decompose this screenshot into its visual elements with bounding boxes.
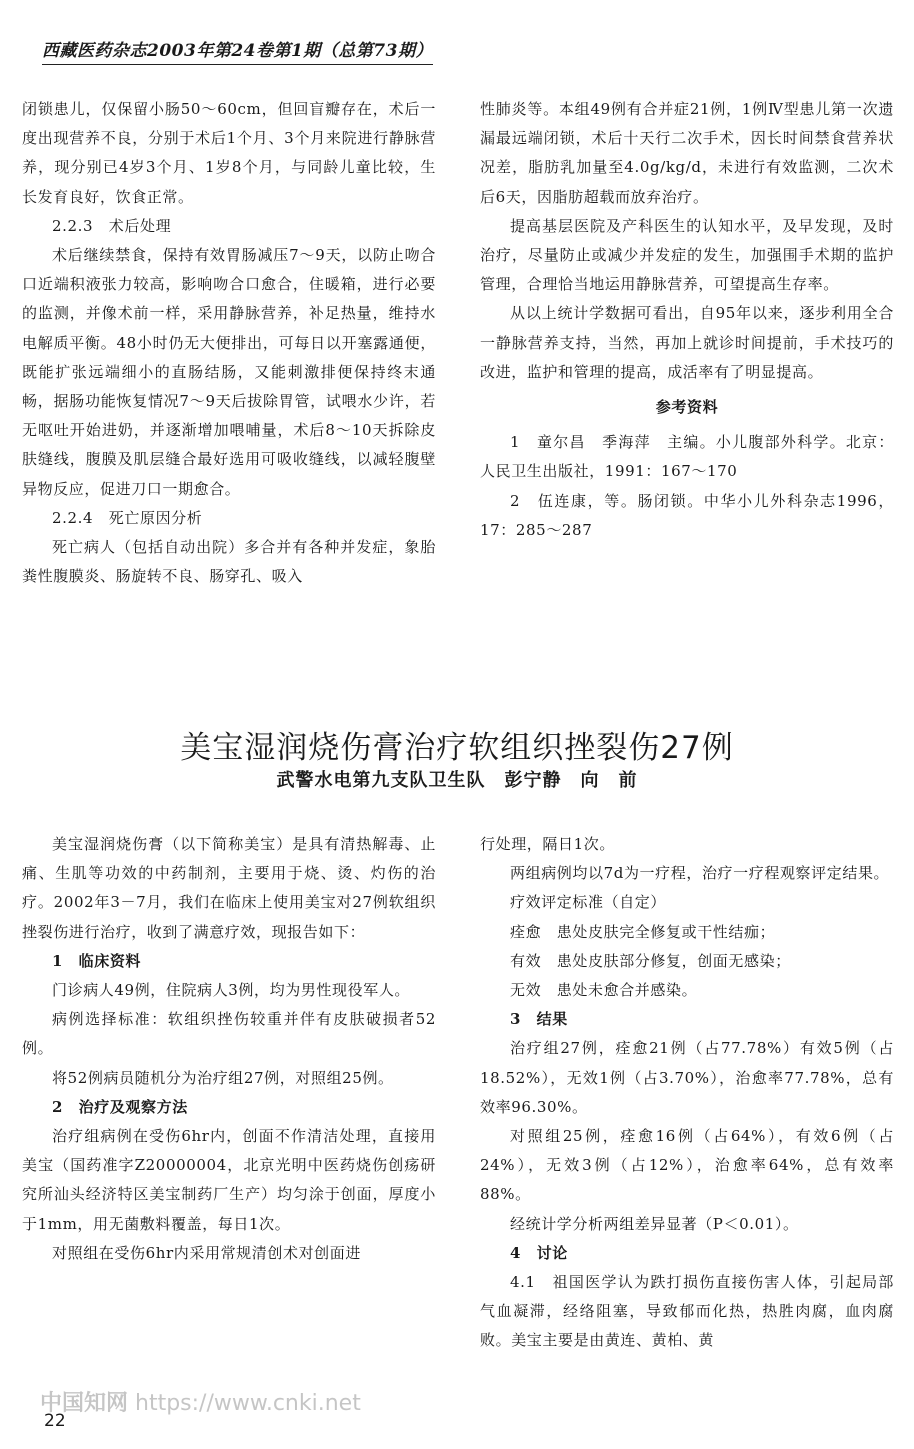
watermark — [40, 1386, 361, 1417]
paragraph: 门诊病人49例，住院病人3例，均为男性现役军人。 — [52, 981, 411, 1000]
paragraph: 1 童尔昌 季海萍 主编。小儿腹部外科学。北京：人民卫生出版社，1991：167～170 — [480, 433, 894, 481]
section-heading: 3 结果 — [510, 1010, 568, 1029]
paragraph: 对照组在受伤6hr内采用常规清创术对创面进 — [52, 1243, 361, 1262]
section-heading: 参考资料 — [655, 398, 719, 417]
paragraph: 对照组25例，痊愈16例（占64%），有效6例（占24%），无效3例（占12%），治愈率64%，总有效率88%。 — [480, 1127, 894, 1204]
top-left-column — [22, 95, 436, 591]
bottom-left-column — [22, 830, 436, 1268]
paragraph: 闭锁患儿，仅保留小肠50～60cm，但回盲瓣存在，术后一度出现营养不良，分别于术后1个月、3个月来院进行静脉营养，现分别已4岁3个月、1岁8个月，与同龄儿童比较，生长发育良好，饮食正常。 — [22, 100, 436, 206]
article-authors: 武警水电第九支队卫生队 彭宁静 向 前 — [276, 770, 638, 791]
section-heading: 1 临床资料 — [52, 951, 142, 970]
paragraph: 术后继续禁食，保持有效胃肠减压7～9天，以防止吻合口近端积液张力较高，影响吻合口愈合，住暖箱，进行必要的监测，并像术前一样，采用静脉营养，补足热量，维持水电解质平衡。48小时仍无大便排出，可每日以开塞露通便，既能扩张远端细小的直肠结肠，又能刺激排便保持终末通畅，据肠功能恢复情况7～9天后拔除胃管，试喂水少许，若无呕吐开始进奶，并逐渐增加喂哺量，术后8～10天拆除皮肤缝线，腹膜及肌层缝合最好选用可吸收缝线，以减轻腹壁异物反应，促进刀口一期愈合。 — [22, 246, 436, 498]
paragraph: 有效 患处皮肤部分修复，创面无感染； — [510, 951, 791, 970]
paragraph: 治疗组病例在受伤6hr内，创面不作清洁处理，直接用美宝（国药准字Z20000004，北京光明中医药烧伤创疡研究所汕头经济特区美宝制药厂生产）均匀涂于创面，厚度小于1mm，用无菌敷料覆盖，每日1次。 — [22, 1127, 436, 1233]
paragraph: 将52例病员随机分为治疗组27例，对照组25例。 — [52, 1068, 394, 1087]
paragraph: 行处理，隔日1次。 — [480, 835, 615, 853]
watermark-url: https://www.cnki.net — [135, 1391, 361, 1416]
section-heading: 4 讨论 — [510, 1243, 568, 1262]
article-title: 美宝湿润烧伤膏治疗软组织挫裂伤27例 — [180, 730, 734, 766]
paragraph: 性肺炎等。本组49例有合并症21例，1例Ⅳ型患儿第一次遗漏最远端闭锁，术后十天行二次手术，因长时间禁食营养状况差，脂肪乳加量至4.0g/kg/d，未进行有效监测，二次术后6天，因脂肪超载而放弃治疗。 — [480, 100, 894, 206]
paragraph: 4.1 祖国医学认为跌打损伤直接伤害人体，引起局部气血凝滞，经络阻塞，导致郁而化热，热胜肉腐，血肉腐败。美宝主要是由黄连、黄柏、黄 — [480, 1273, 894, 1350]
section-heading: 2.2.3 术后处理 — [52, 216, 172, 235]
paragraph: 两组病例均以7d为一疗程，治疗一疗程观察评定结果。 — [510, 864, 890, 883]
page-number: 22 — [44, 1411, 66, 1431]
paragraph: 死亡病人（包括自动出院）多合并有各种并发症，象胎粪性腹膜炎、肠旋转不良、肠穿孔、吸入 — [22, 538, 436, 586]
paragraph: 疗效评定标准（自定） — [510, 893, 667, 912]
watermark-logo: 中国知网 — [40, 1391, 129, 1416]
running-header: 西藏医药杂志2003年第24卷第1期（总第73期） — [42, 36, 433, 65]
paragraph: 经统计学分析两组差异显著（P＜0.01）。 — [510, 1214, 799, 1233]
paragraph: 治疗组27例，痊愈21例（占77.78%）有效5例（占18.52%），无效1例（占3.70%），治愈率77.78%，总有效率96.30%。 — [480, 1039, 894, 1116]
section-heading: 2.2.4 死亡原因分析 — [52, 508, 203, 527]
paragraph: 痊愈 患处皮肤完全修复或干性结痂； — [510, 922, 776, 941]
paragraph: 美宝湿润烧伤膏（以下简称美宝）是具有清热解毒、止痛、生肌等功效的中药制剂，主要用于烧、烫、灼伤的治疗。2002年3－7月，我们在临床上使用美宝对27例软组织挫裂伤进行治疗，收到了满意疗效，现报告如下： — [22, 835, 436, 941]
top-right-column — [480, 95, 894, 545]
bottom-right-column — [480, 830, 894, 1356]
paragraph: 从以上统计学数据可看出，自95年以来，逐步利用全合一静脉营养支持，当然，再加上就诊时间提前，手术技巧的改进，监护和管理的提高，成活率有了明显提高。 — [480, 304, 894, 381]
section-heading: 2 治疗及观察方法 — [52, 1097, 188, 1116]
paragraph: 提高基层医院及产科医生的认知水平，及早发现，及时治疗，尽量防止或减少并发症的发生，加强围手术期的监护管理，合理恰当地运用静脉营养，可望提高生存率。 — [480, 216, 894, 294]
paragraph: 2 伍连康，等。肠闭锁。中华小儿外科杂志1996，17：285～287 — [480, 491, 894, 539]
paragraph: 无效 患处未愈合并感染。 — [510, 981, 698, 1000]
paragraph: 病例选择标准：软组织挫伤较重并伴有皮肤破损者52例。 — [22, 1010, 436, 1058]
